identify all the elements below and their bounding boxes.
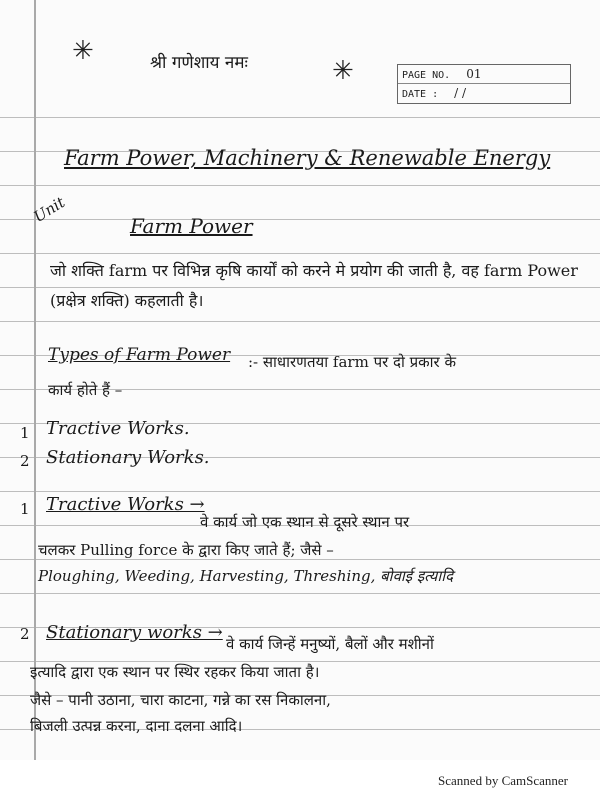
- list-number: 2: [20, 452, 30, 470]
- scanner-watermark: Scanned by CamScanner: [438, 773, 568, 788]
- list-item-tractive: Tractive Works.: [46, 418, 190, 439]
- section-number: 2: [20, 625, 30, 643]
- list-number: 1: [20, 424, 30, 442]
- stationary-works-heading: Stationary works →: [46, 622, 223, 643]
- page-no-row: [398, 65, 570, 84]
- list-item-stationary: Stationary Works.: [46, 447, 210, 468]
- invocation-text: श्री गणेशाय नमः: [150, 53, 248, 73]
- section-title: Farm Power: [130, 214, 253, 238]
- tractive-line1: वे कार्य जो एक स्थान से दूसरे स्थान पर: [200, 513, 410, 531]
- types-description-line1: :- साधारणतया farm पर दो प्रकार के: [248, 353, 456, 371]
- definition-paragraph: जो शक्ति farm पर विभिन्न कृषि कार्यों को करने मे प्रयोग की जाती है, वह farm Power (प्रक्षेत्र शक्ति) कहलाती है।: [50, 261, 578, 310]
- types-description-line2: कार्य होते हैं –: [48, 381, 123, 399]
- date-row: [398, 84, 570, 102]
- tractive-works-heading: Tractive Works →: [46, 494, 205, 515]
- tractive-examples: Ploughing, Weeding, Harvesting, Threshing, बोवाई इत्यादि: [38, 567, 454, 585]
- page-no-label: PAGE NO.: [402, 70, 451, 81]
- page-number-box: [397, 64, 571, 104]
- date-value: / /: [454, 86, 467, 100]
- tractive-line2: चलकर Pulling force के द्वारा किए जाते हैं; जैसे –: [38, 541, 334, 559]
- page-no-value: 01: [466, 67, 482, 81]
- sun-doodle-icon: ✳: [332, 56, 354, 86]
- unit-label: Unit: [30, 193, 69, 226]
- page-title: Farm Power, Machinery & Renewable Energy: [64, 146, 551, 170]
- sun-doodle-icon: ✳: [72, 36, 94, 66]
- section-number: 1: [20, 500, 30, 518]
- types-heading: Types of Farm Power: [48, 345, 231, 365]
- stationary-line3: जैसे – पानी उठाना, चारा काटना, गन्ने का रस निकालना,: [30, 691, 331, 709]
- date-label: DATE :: [402, 89, 439, 100]
- stationary-line1: वे कार्य जिन्हें मनुष्यों, बैलों और मशीनों: [226, 635, 434, 653]
- stationary-line2: इत्यादि द्वारा एक स्थान पर स्थिर रहकर किया जाता है।: [30, 663, 320, 681]
- stationary-line4: बिजली उत्पन्न करना, दाना दलना आदि।: [30, 717, 243, 735]
